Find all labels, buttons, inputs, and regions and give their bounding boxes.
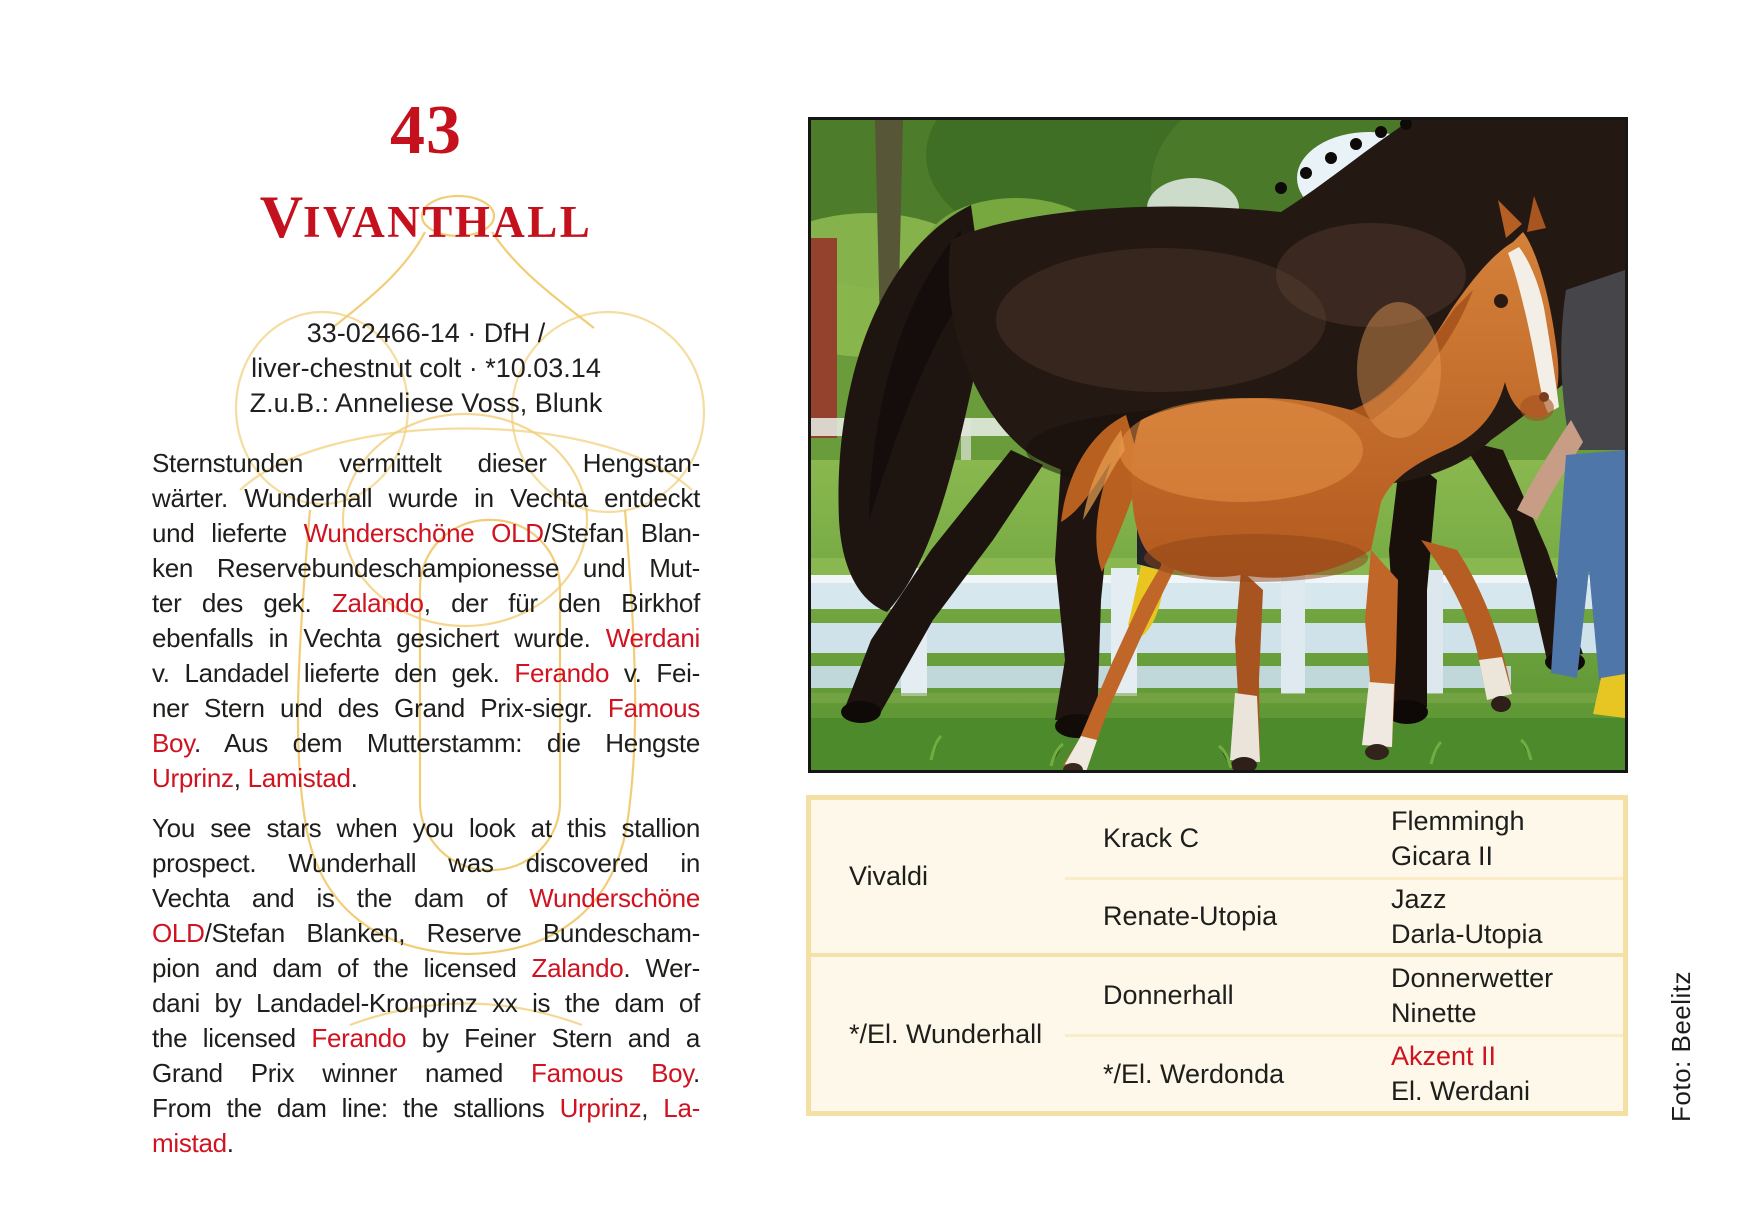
text-line: Sternstunden vermittelt dieser Hengstan- (152, 448, 700, 478)
text-line: mistad. (152, 1128, 234, 1158)
horse-name-initial: V (259, 184, 304, 250)
pedigree-name: Gicara II (1391, 840, 1494, 871)
text-line: You see stars when you look at this stallion (152, 813, 700, 843)
horse-name (152, 186, 700, 264)
horse-photo-scene (811, 120, 1625, 770)
text-line: pion and dam of the licensed Zalando. Wer- (152, 953, 700, 983)
left-column (152, 92, 700, 1161)
text-line: dani by Landadel-Kronprinz xx is the dam of (152, 988, 700, 1018)
pedigree-dam: */El. Wunderhall (811, 953, 1065, 1111)
pedigree-name: El. Werdani (1391, 1076, 1531, 1106)
pedigree-dam-dam: */El. Werdonda (1065, 1034, 1353, 1111)
text-line: Urprinz, Lamistad. (152, 763, 358, 793)
text-line: Grand Prix winner named Famous Boy. (152, 1058, 700, 1088)
horse-name-rest: IVANTHALL (303, 197, 593, 247)
text-line: OLD/Stefan Blanken, Reserve Bundescham- (152, 918, 700, 948)
pedigree-name: Donnerwetter (1391, 962, 1554, 993)
text-line: prospect. Wunderhall was discovered in (152, 848, 700, 878)
pedigree-sire: Vivaldi (811, 800, 1065, 953)
pedigree-name: Ninette (1391, 997, 1477, 1028)
english-paragraph (152, 811, 700, 1161)
pedigree-name: Akzent II (1391, 1041, 1497, 1071)
text-line: From the dam line: the stallions Urprinz, La- (152, 1093, 700, 1123)
text-line: ner Stern und des Grand Prix-siegr. Famous (152, 693, 700, 723)
catalog-number: 43 (390, 92, 462, 169)
text-line: v. Landadel lieferte den gek. Ferando v. Fei- (152, 658, 700, 688)
pedigree-sire-dam-parents (1353, 877, 1623, 953)
text-line: Vechta and is the dam of Wunderschöne (152, 883, 700, 913)
text-line: und lieferte Wunderschöne OLD/Stefan Blan- (152, 518, 700, 548)
pedigree-dam-sire: Donnerhall (1065, 953, 1353, 1034)
pedigree-sire-sire-parents (1353, 800, 1623, 877)
pedigree-name: Darla-Utopia (1391, 918, 1543, 949)
horse-details (152, 316, 700, 421)
pedigree-dam-sire-parents (1353, 953, 1623, 1034)
photo-credit: Foto: Beelitz (1666, 970, 1696, 1122)
pedigree-dam-dam-parents (1353, 1034, 1623, 1111)
color-birthdate-line: liver-chestnut colt · *10.03.14 (251, 353, 601, 383)
text-line: ken Reservebundeschampionesse und Mut- (152, 553, 700, 583)
german-paragraph (152, 446, 700, 796)
horse-photo (808, 117, 1628, 773)
registration-line: 33-02466-14 · DfH / (306, 318, 546, 348)
pedigree-name: Flemmingh (1391, 805, 1525, 836)
text-line: Boy. Aus dem Mutterstamm: die Hengste (152, 728, 700, 758)
pedigree-table (806, 795, 1628, 1116)
text-line: ebenfalls in Vechta gesichert wurde. Werdani (152, 623, 700, 653)
text-line: wärter. Wunderhall wurde in Vechta entdeckt (152, 483, 700, 513)
pedigree-name: Jazz (1391, 883, 1447, 914)
breeder-line: Z.u.B.: Anneliese Voss, Blunk (249, 388, 603, 418)
text-line: ter des gek. Zalando, der für den Birkhof (152, 588, 700, 618)
pedigree-sire-sire: Krack C (1065, 800, 1353, 877)
pedigree-sire-dam: Renate-Utopia (1065, 877, 1353, 953)
text-line: the licensed Ferando by Feiner Stern and a (152, 1023, 700, 1053)
